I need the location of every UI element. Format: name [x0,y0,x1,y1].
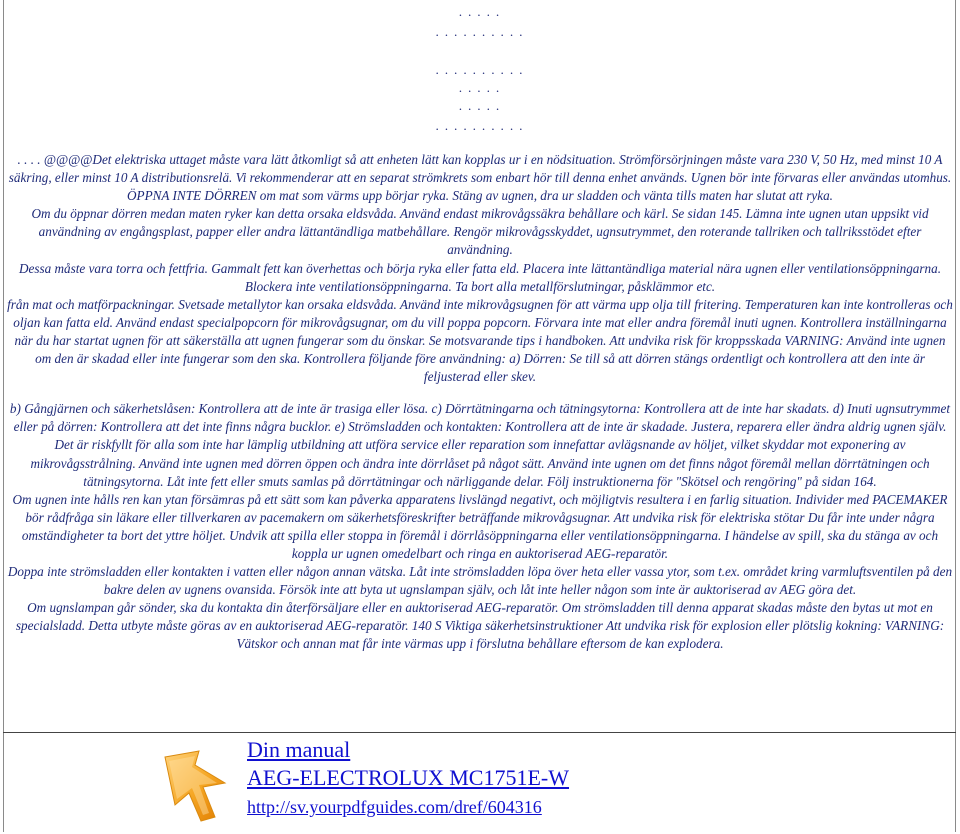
dots-line: . . . . . . . . . . [435,24,525,39]
footer-links [247,737,569,821]
dots-line: . . . . . . . . . . [435,118,525,133]
dots-line: . . . . . [459,4,501,19]
paragraph: från mat och matförpackningar. Svetsade metallytor kan orsaka eldsvåda. Använd inte mikrovågsugnen för att värma upp olja till fritering. Temperaturen kan inte kontrolleras och oljan kan fatta eld. Använd endast specialpopcorn för mikrovågsugnar, om du vill poppa popcorn. Förvara inte mat eller andra föremål inuti ugnen. Kontrollera inställningarna när du har startat ugnen för att säkerställa att ugnen fungerar som du önskar. Se motsvarande tips i handboken. Att undvika risk för kroppsskada VARNING: Använd inte ugnen om den är skadad eller inte fungerar som den ska. Kontrollera följande före användning: a) Dörren: Se till så att dörren stängs ordentligt och kontrollera att den inte är feljusterad eller skev. [7,296,953,385]
product-link[interactable]: AEG-ELECTROLUX MC1751E-W [247,765,570,790]
safety-instructions-text [6,151,954,654]
paragraph: b) Gångjärnen och säkerhetslåsen: Kontrollera att de inte är trasiga eller lösa. c) Dörrtätningarna och tätningsytorna: Kontrollera att de inte har skadats. d) Inuti ugnsutrymmet eller på dörren: Kontrollera att det inte finns några bucklor. e) Strömsladden och kontakten: Kontrollera att de inte är skadade. Justera, reparera eller ändra aldrig ugnen själv. Det är riskfyllt för alla som inte har lämplig utbildning att utföra service eller reparation som innefattar avlägsnande av höljet, vilket skyddar mot exponering av mikrovågsstrålning. Använd inte ugnen med dörren öppen och ändra inte dörrlåset på något sätt. Använd inte ugnen om det finns något föremål mellan dörrtätningen och tätningsytorna. Låt inte fett eller smuts samlas på dörrtätningar och närliggande delar. Följ instruktionerna för "Skötsel och rengöring" på sidan 164. [9,401,951,489]
dots-line: . . . . . [459,80,501,95]
paragraph: Doppa inte strömsladden eller kontakten i vatten eller någon annan vätska. Låt inte strömsladden löpa över heta eller vassa ytor, som t.ex. området kring varmluftsventilen på den bakre delen av ugnens ovansida. Försök inte att byta ut ugnslampan själv, och låt inte heller någon som inte är auktoriserad av AEG göra det. [7,564,953,598]
paragraph: Om ugnen inte hålls ren kan ytan försämras på ett sätt som kan påverka apparatens livslängd negativt, och möjligtvis resultera i en farlig situation. Individer med PACEMAKER bör rådfråga sin läkare eller tillverkaren av pacemakern om säkerhetsföreskrifter beträffande mikrovågsugnar. Att undvika risk för elektriska stötar Du får inte under några omständigheter ta bort det yttre höljet. Undvik att spilla eller stoppa in föremål i dörrlåsöppningarna eller ventilationsöppningarna. I händelse av spill, ska du stänga av och koppla ur ugnen omedelbart och ringa en auktoriserad AEG-reparatör. [12,491,948,561]
manual-link[interactable]: Din manual [247,737,351,762]
paragraph: Dessa måste vara torra och fettfria. Gammalt fett kan överhettas och börja ryka eller fatta eld. Placera inte lättantändliga material nära ugnen eller ventilationsöppningarna. Blockera inte ventilationsöppningarna. Ta bort alla metallförslutningar, påsklämmor etc. [18,260,942,294]
dots-line: . . . . . [459,98,501,113]
dots-line: . . . . . . . . . . [435,62,525,77]
footer [3,732,956,832]
paragraph: Om du öppnar dörren medan maten ryker kan detta orsaka eldsvåda. Använd endast mikrovågssäkra behållare och kärl. Se sidan 145. Lämna inte ugnen utan uppsikt vid användning av engångsplast, papper eller andra lättantändliga matbehållare. Rengör mikrovågsskyddet, ugnsutrymmet, den roterande tallriken och tallriksstödet efter användning. [31,206,929,258]
paragraph: Om ugnslampan går sönder, ska du kontakta din återförsäljare eller en auktoriserad AEG-reparatör. Om strömsladden till denna apparat skadas måste den bytas ut mot en specialsladd. Detta utbyte måste göras av en auktoriserad AEG-reparatör. 140 S Viktiga säkerhetsinstruktioner Att undvika risk för explosion eller plötslig kokning: VARNING: Vätskor och annan mat får inte värmas upp i förslutna behållare eftersom de kan explodera. [15,600,945,652]
arrow-logo-icon [159,743,235,823]
paragraph: . . . . @@@@Det elektriska uttaget måste vara lätt åtkomligt så att enheten lätt kan kopplas ur i en nödsituation. Strömförsörjningen måste vara 230 V, 50 Hz, med minst 10 A säkring, eller minst 10 A distributionsrelä. Vi rekommenderar att en separat strömkrets som enbart hör till denna enhet används. Ugnen bör inte förvaras eller användas utomhus. ÖPPNA INTE DÖRREN om mat som värms upp börjar ryka. Stäng av ugnen, dra ur sladden och vänta tills maten har slutat att ryka. [8,152,952,204]
url-link[interactable]: http://sv.yourpdfguides.com/dref/604316 [247,797,542,817]
